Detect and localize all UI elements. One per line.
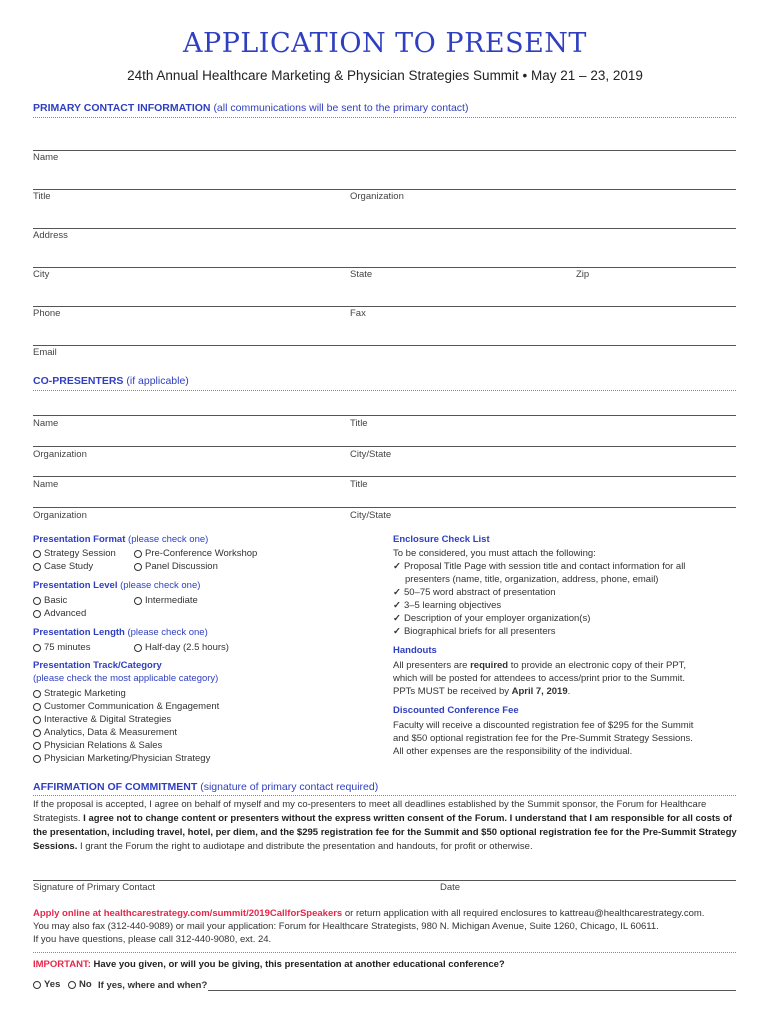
signature-label: Signature of Primary Contact	[33, 882, 155, 893]
track-heading: Presentation Track/Category	[33, 660, 162, 671]
primary-contact-heading-text: PRIMARY CONTACT INFORMATION	[33, 102, 211, 114]
page-subtitle: 24th Annual Healthcare Marketing & Physician Strategies Summit • May 21 – 23, 2019	[127, 68, 643, 83]
co-presenter-1-name-label: Name	[33, 418, 59, 429]
checkmark-icon: ✓	[393, 561, 401, 572]
radio-circle-icon	[33, 716, 41, 724]
radio-circle-icon	[33, 690, 41, 698]
title-label: Title	[33, 191, 51, 202]
format-heading-text: Presentation Format	[33, 534, 126, 545]
address-label: Address	[33, 230, 68, 241]
page-title: APPLICATION TO PRESENT	[183, 28, 587, 59]
radio-circle-icon	[33, 742, 41, 750]
affirmation-text: If the proposal is accepted, I agree on behalf of myself and my co-presenters to meet all deadlines established by the Summit sponsor, the Forum for Healthcare Strategists. I agree not to change content or presenters without the express written consent of the Forum. I understand that I am responsible for all costs of the presentation, including travel, hotel, per diem, and the $295 registration fee for the Summit and $50 optional registration fee for the Pre-Summit Strategy Sessions. I grant the Forum the right to audiotape and distribute the presentation and handouts, for profit or otherwise.	[33, 799, 737, 852]
length-heading	[33, 627, 208, 638]
level-heading	[33, 580, 200, 591]
handouts-line-2: which will be posted for attendees to access/print prior to the Summit.	[393, 673, 685, 684]
checkmark-icon: ✓	[393, 626, 401, 637]
important-question: IMPORTANT: Have you given, or will you be giving, this presentation at another educational conference?	[33, 959, 505, 970]
format-option-case-study[interactable]: Case Study	[33, 561, 93, 572]
radio-circle-icon	[33, 550, 41, 558]
length-note: (please check one)	[127, 627, 208, 638]
important-yes-option[interactable]: Yes	[33, 979, 60, 990]
enclosure-item: ✓ 50–75 word abstract of presentation	[393, 587, 556, 598]
co-presenter-1-title-label: Title	[350, 418, 368, 429]
co-presenters-heading-text: CO-PRESENTERS	[33, 375, 124, 387]
level-heading-text: Presentation Level	[33, 580, 118, 591]
discount-line-3: All other expenses are the responsibility of the individual.	[393, 746, 633, 757]
track-option-physician-relations[interactable]: Physician Relations & Sales	[33, 740, 162, 751]
format-option-pre-conference[interactable]: Pre-Conference Workshop	[134, 548, 257, 559]
where-when-line[interactable]	[208, 990, 736, 991]
co-presenter-1-city-label: City/State	[350, 449, 392, 460]
radio-circle-icon	[33, 729, 41, 737]
affirmation-note: (signature of primary contact required)	[200, 781, 379, 793]
radio-circle-icon	[68, 981, 76, 989]
track-note: (please check the most applicable category)	[33, 673, 219, 684]
co-presenters-heading	[33, 375, 189, 387]
name-label: Name	[33, 152, 59, 163]
enclosure-item-continued: presenters (name, title, organization, address, phone, email)	[405, 574, 659, 585]
length-option-75-minutes[interactable]: 75 minutes	[33, 642, 90, 653]
enclosure-item: ✓ 3–5 learning objectives	[393, 600, 502, 611]
apply-online-link[interactable]: Apply online at healthcarestrategy.com/summit/2019CallforSpeakers	[33, 908, 343, 919]
phone-fax-line[interactable]	[33, 306, 736, 307]
discount-line-2: and $50 optional registration fee for the Pre-Summit Strategy Sessions.	[393, 733, 693, 744]
length-heading-text: Presentation Length	[33, 627, 125, 638]
co-presenter-2-name-label: Name	[33, 479, 59, 490]
format-option-strategy-session[interactable]: Strategy Session	[33, 548, 116, 559]
enclosure-heading: Enclosure Check List	[393, 534, 490, 545]
title-org-line[interactable]	[33, 189, 736, 190]
section-divider	[33, 117, 736, 118]
primary-contact-heading	[33, 102, 468, 114]
checkmark-icon: ✓	[393, 587, 401, 598]
email-line[interactable]	[33, 345, 736, 346]
co-presenter-2-city-label: City/State	[350, 510, 392, 521]
track-option-customer-communication[interactable]: Customer Communication & Engagement	[33, 701, 219, 712]
co-presenter-2-name-line[interactable]	[33, 476, 736, 477]
state-label: State	[350, 269, 373, 280]
checkmark-icon: ✓	[393, 613, 401, 624]
track-option-interactive-digital[interactable]: Interactive & Digital Strategies	[33, 714, 171, 725]
email-label: Email	[33, 347, 57, 358]
discount-heading: Discounted Conference Fee	[393, 705, 519, 716]
zip-label: Zip	[576, 269, 590, 280]
level-note: (please check one)	[120, 580, 201, 591]
handouts-line-3: PPTs MUST be received by April 7, 2019.	[393, 686, 571, 697]
section-divider	[33, 795, 736, 796]
section-divider	[33, 952, 736, 953]
date-label: Date	[440, 882, 461, 893]
level-option-basic[interactable]: Basic	[33, 595, 67, 606]
primary-contact-note: (all communications will be sent to the primary contact)	[213, 102, 469, 114]
radio-circle-icon	[33, 644, 41, 652]
length-option-half-day[interactable]: Half-day (2.5 hours)	[134, 642, 229, 653]
radio-circle-icon	[33, 755, 41, 763]
address-line[interactable]	[33, 228, 736, 229]
apply-line-1: Apply online at healthcarestrategy.com/summit/2019CallforSpeakers or return application with all required enclosures to kattreau@healthcarestrategy.com.	[33, 908, 705, 919]
track-option-analytics[interactable]: Analytics, Data & Measurement	[33, 727, 177, 738]
track-option-strategic-marketing[interactable]: Strategic Marketing	[33, 688, 126, 699]
radio-circle-icon	[33, 981, 41, 989]
handouts-line-1: All presenters are required to provide an electronic copy of their PPT,	[393, 660, 687, 671]
radio-circle-icon	[134, 563, 142, 571]
important-no-option[interactable]: No	[68, 979, 92, 990]
city-label: City	[33, 269, 50, 280]
city-state-zip-line[interactable]	[33, 267, 736, 268]
track-option-physician-marketing[interactable]: Physician Marketing/Physician Strategy	[33, 753, 210, 764]
checkmark-icon: ✓	[393, 600, 401, 611]
enclosure-item: ✓ Proposal Title Page with session title and contact information for all	[393, 561, 686, 572]
radio-circle-icon	[33, 703, 41, 711]
signature-date-line[interactable]	[33, 880, 736, 881]
co-presenter-2-org-line[interactable]	[33, 507, 736, 508]
radio-circle-icon	[134, 550, 142, 558]
radio-circle-icon	[33, 597, 41, 605]
organization-label: Organization	[350, 191, 404, 202]
level-option-intermediate[interactable]: Intermediate	[134, 595, 198, 606]
level-option-advanced[interactable]: Advanced	[33, 608, 86, 619]
affirmation-heading	[33, 781, 378, 793]
radio-circle-icon	[33, 563, 41, 571]
radio-circle-icon	[134, 644, 142, 652]
format-heading	[33, 534, 208, 545]
co-presenter-1-org-line[interactable]	[33, 446, 736, 447]
fax-label: Fax	[350, 308, 366, 319]
enclosure-item: ✓ Description of your employer organization(s)	[393, 613, 591, 624]
important-followup-label: If yes, where and when?	[98, 980, 208, 991]
radio-circle-icon	[33, 610, 41, 618]
section-divider	[33, 390, 736, 391]
apply-line-2: You may also fax (312-440-9089) or mail your application: Forum for Healthcare Strategists, 980 N. Michigan Avenue, Suite 1260, Chicago, IL 60611.	[33, 921, 659, 932]
co-presenter-1-name-line[interactable]	[33, 415, 736, 416]
co-presenter-2-title-label: Title	[350, 479, 368, 490]
name-line[interactable]	[33, 150, 736, 151]
phone-label: Phone	[33, 308, 61, 319]
discount-line-1: Faculty will receive a discounted registration fee of $295 for the Summit	[393, 720, 694, 731]
radio-circle-icon	[134, 597, 142, 605]
enclosure-item: ✓ Biographical briefs for all presenters	[393, 626, 556, 637]
co-presenter-1-org-label: Organization	[33, 449, 87, 460]
co-presenter-2-org-label: Organization	[33, 510, 87, 521]
apply-line-3: If you have questions, please call 312-440-9080, ext. 24.	[33, 934, 272, 945]
handouts-heading: Handouts	[393, 645, 437, 656]
affirmation-heading-text: AFFIRMATION OF COMMITMENT	[33, 781, 198, 793]
enclosure-intro: To be considered, you must attach the following:	[393, 548, 596, 559]
format-note: (please check one)	[128, 534, 209, 545]
format-option-panel-discussion[interactable]: Panel Discussion	[134, 561, 218, 572]
co-presenters-note: (if applicable)	[126, 375, 189, 387]
